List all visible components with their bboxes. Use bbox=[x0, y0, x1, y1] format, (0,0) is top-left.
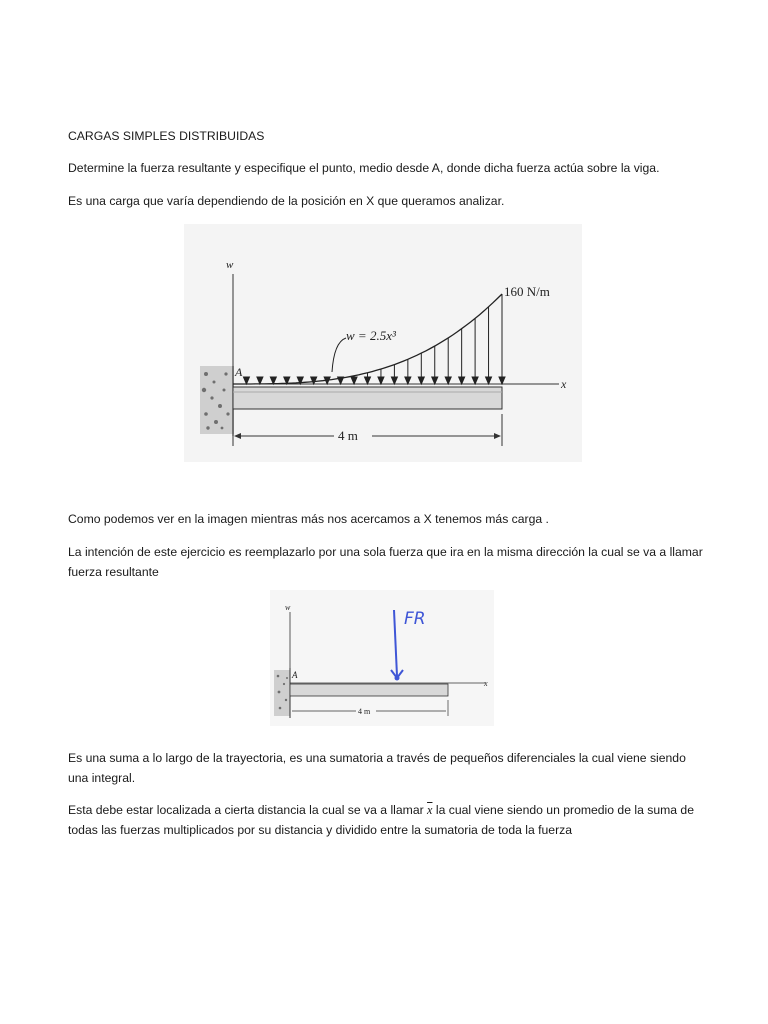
length-label-small: 4 m bbox=[358, 707, 371, 716]
paragraph-observation: Como podemos ver en la imagen mientras más nos acercamos a X tenemos más carga . bbox=[68, 512, 549, 526]
centroid-text-after: la cual viene siendo un promedio de la suma de todas las fuerzas multiplicados por su distancia y dividido entre la sumatoria de toda la fuerza bbox=[68, 803, 694, 837]
distributed-load-diagram bbox=[184, 224, 582, 462]
paragraph-integral: Es una suma a lo largo de la trayectoria, es una sumatoria a través de pequeños diferenciales la cual viene siendo una integral. bbox=[68, 751, 686, 785]
resultant-force-label: FR bbox=[404, 609, 426, 629]
centroid-text-before: Esta debe estar localizada a cierta distancia la cual se va a llamar bbox=[68, 803, 428, 817]
problem-statement: Determine la fuerza resultante y especifique el punto, medio desde A, donde dicha fuerza actúa sobre la viga. bbox=[68, 161, 660, 175]
wall-support-small bbox=[274, 670, 290, 716]
x-axis-label: x bbox=[561, 377, 567, 391]
beam-small bbox=[290, 684, 448, 696]
resultant-force-diagram bbox=[270, 590, 494, 726]
beam bbox=[233, 387, 502, 409]
x-bar-symbol: $\overline{x}$ bbox=[427, 803, 433, 817]
paragraph-intention: La intención de este ejercicio es reemplazarlo por una sola fuerza que ira en la misma dirección la cual se va a llamar fuerza resultante bbox=[68, 545, 703, 579]
length-label: 4 m bbox=[338, 428, 358, 443]
paragraph-load-varies: Es una carga que varía dependiendo de la posición en X que queramos analizar. bbox=[68, 194, 505, 208]
point-a-label: A bbox=[235, 365, 243, 379]
w-axis-label-small: w bbox=[285, 603, 291, 612]
point-a-label-small: A bbox=[292, 670, 298, 680]
distributed-load-figure bbox=[184, 224, 582, 462]
max-load-label: 160 N/m bbox=[504, 284, 550, 299]
page-title: CARGAS SIMPLES DISTRIBUIDAS bbox=[68, 129, 265, 143]
w-axis-label: w bbox=[226, 259, 234, 271]
resultant-force-figure bbox=[270, 590, 494, 726]
x-axis-label-small: x bbox=[484, 679, 488, 688]
paragraph-centroid bbox=[68, 800, 708, 840]
wall-support bbox=[200, 366, 234, 434]
load-equation-label: w = 2.5x³ bbox=[346, 328, 396, 343]
